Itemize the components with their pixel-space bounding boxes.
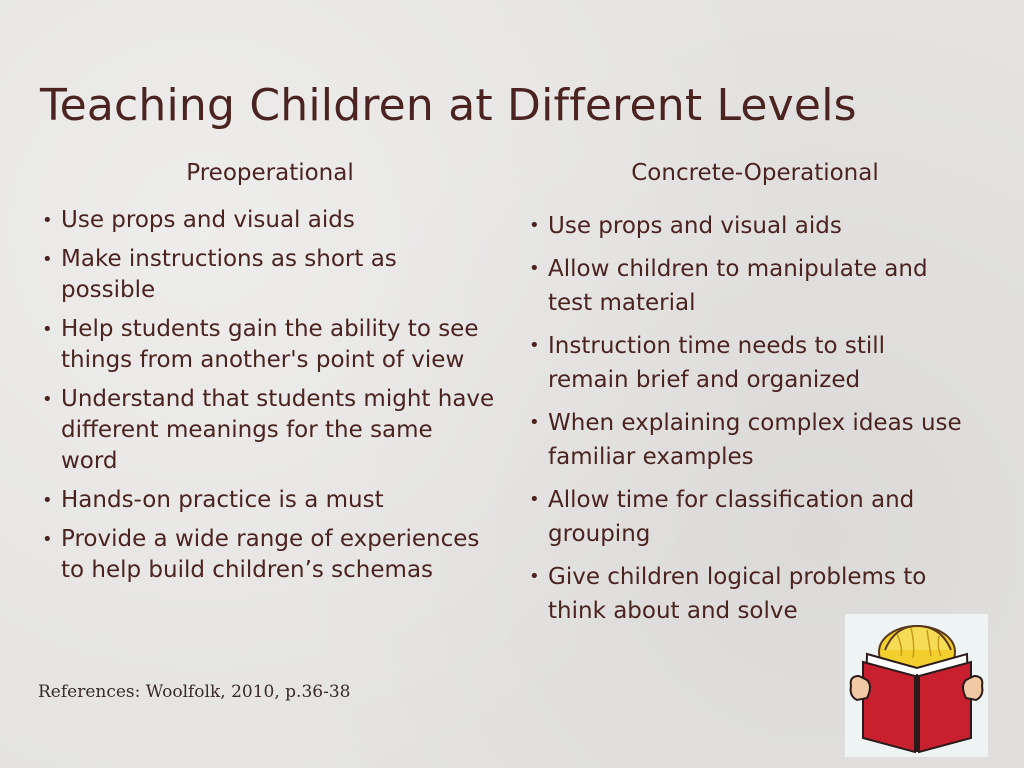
bullet-icon: • [529,412,540,433]
list-item-text: Make instructions as short as possible [61,246,397,303]
list-item [527,209,967,243]
bullet-icon: • [529,215,540,236]
list-item-text: Instruction time needs to still remain brief and organized [548,333,886,393]
bullet-icon: • [42,319,53,340]
child-reading-book-graphic [845,614,988,757]
list-item-text: Provide a wide range of experiences to help build children’s schemas [61,526,480,583]
list-item [40,485,495,516]
bullet-icon: • [42,529,53,550]
column-heading-preoperational: Preoperational [186,160,354,186]
list-item [40,384,495,477]
child-reading-book-icon [845,614,988,757]
list-item-text: Give children logical problems to think about and solve [548,564,927,624]
list-item-text: Allow time for classification and grouping [548,487,915,547]
bullet-icon: • [42,249,53,270]
list-item [527,406,967,474]
bullet-icon: • [42,389,53,410]
list-item-text: Hands-on practice is a must [61,487,384,513]
list-item-text: Use props and visual aids [548,213,842,239]
bullet-icon: • [42,490,53,511]
column-heading-concrete-operational: Concrete-Operational [631,160,879,186]
list-item-text: Understand that students might have different meanings for the same word [61,386,495,474]
slide-title: Teaching Children at Different Levels [40,80,857,131]
bullet-icon: • [529,566,540,587]
concrete-operational-list [527,209,967,637]
references-text: References: Woolfolk, 2010, p.36-38 [38,682,351,702]
preoperational-list [40,205,495,594]
list-item [527,252,967,320]
list-item [40,524,495,586]
list-item [40,244,495,306]
list-item-text: Use props and visual aids [61,207,355,233]
list-item-text: When explaining complex ideas use familiar examples [548,410,962,470]
list-item [40,314,495,376]
list-item-text: Allow children to manipulate and test material [548,256,928,316]
list-item [40,205,495,236]
bullet-icon: • [529,489,540,510]
list-item [527,329,967,397]
bullet-icon: • [42,210,53,231]
list-item [527,483,967,551]
bullet-icon: • [529,335,540,356]
list-item-text: Help students gain the ability to see things from another's point of view [61,316,479,373]
bullet-icon: • [529,258,540,279]
